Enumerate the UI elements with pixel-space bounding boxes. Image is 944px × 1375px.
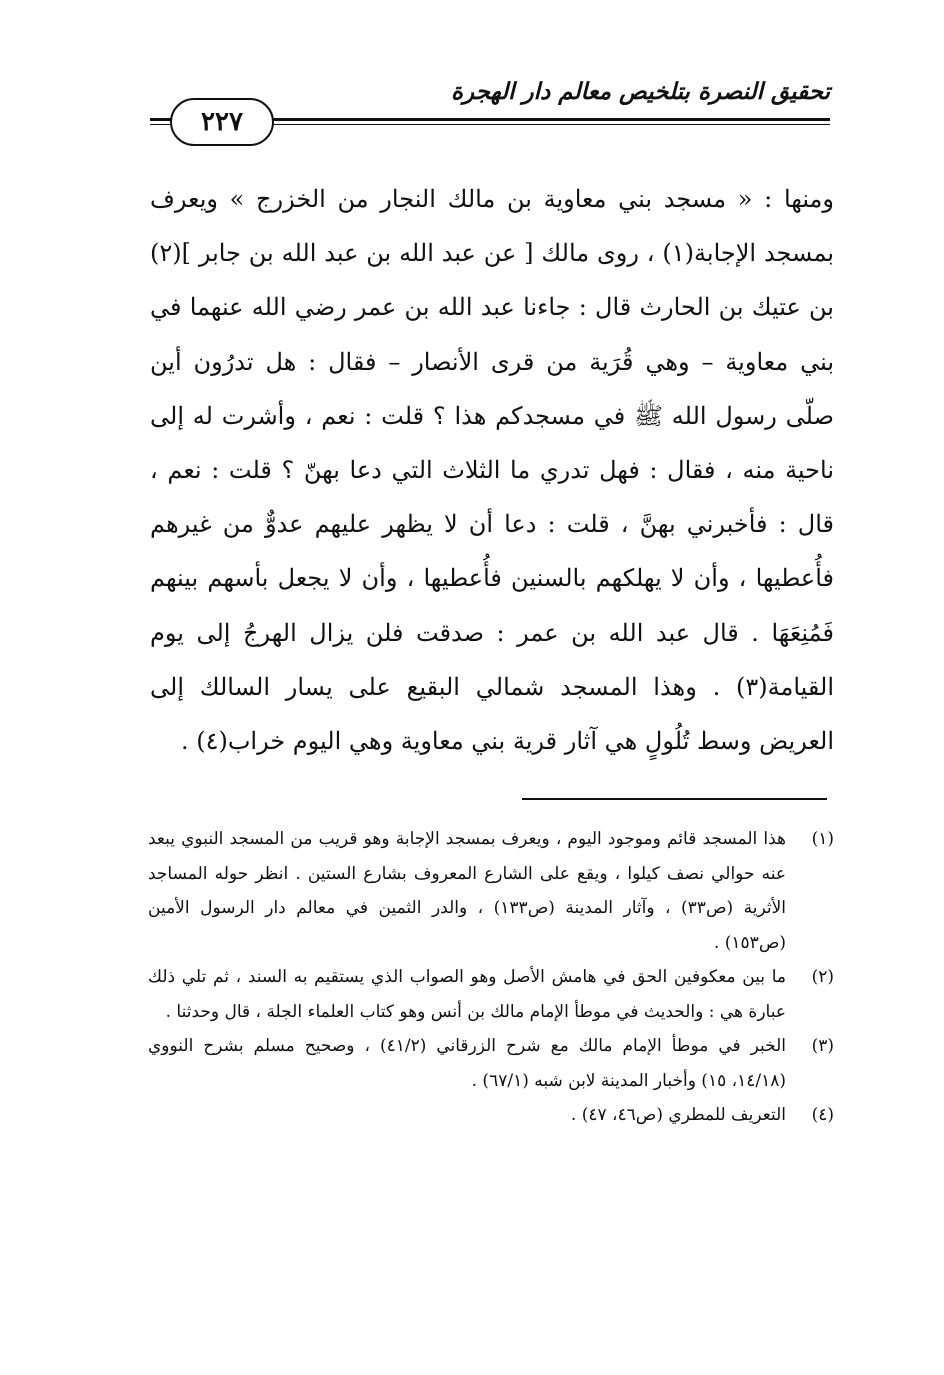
main-text	[150, 172, 834, 768]
footnotes	[148, 822, 834, 1133]
footnote-text: الخبر في موطأ الإمام مالك مع شرح الزرقاني (٤١/٢) ، وصحيح مسلم بشرح النووي (١٤/١٨، ١٥) وأخبار المدينة لابن شبه (٦٧/١) .	[148, 1036, 786, 1091]
footnote-1	[148, 822, 834, 960]
footnote-text: هذا المسجد قائم وموجود اليوم ، ويعرف بمسجد الإجابة وهو قريب من المسجد النبوي يبعد عنه حوالي نصف كيلوا ، ويقع على الشارع المعروف بشارع الستين . انظر حوله المساجد الأثرية (ص٣٣) ، وآثار المدينة (ص١٣٣) ، والدر الثمين في معالم دار الرسول الأمين (ص١٥٣) .	[148, 829, 786, 953]
footnote-number: (٣)	[811, 1036, 834, 1056]
footnote-number: (٤)	[811, 1105, 834, 1125]
footnote-divider	[522, 798, 827, 800]
page-header	[150, 60, 830, 140]
footnote-number: (١)	[811, 829, 834, 849]
footnote-2	[148, 960, 834, 1029]
running-title: تحقيق النصرة بتلخيص معالم دار الهجرة	[450, 78, 830, 105]
footnote-4	[148, 1098, 834, 1133]
page-number-badge: ٢٢٧	[170, 98, 274, 146]
footnote-3	[148, 1029, 834, 1098]
footnote-text: ما بين معكوفين الحق في هامش الأصل وهو الصواب الذي يستقيم به السند ، ثم تلي ذلك عبارة هي : والحديث في موطأ الإمام مالك بن أنس وهو كتاب العلماء الجلة ، قال وحدثنا .	[148, 967, 786, 1022]
body-paragraph: ومنها : « مسجد بني معاوية بن مالك النجار من الخزرج » ويعرف بمسجد الإجابة(١) ، روى مالك [ عن عبد الله بن عبد الله بن جابر ](٢) بن عتيك بن الحارث قال : جاءنا عبد الله بن عمر رضي الله عنهما في بني معاوية – وهي قُرَية من قرى الأنصار – فقال : هل تدرُون أين صلّى رسول الله ﷺ في مسجدكم هذا ؟ قلت : نعم ، وأشرت له إلى ناحية منه ، فقال : فهل تدري ما الثلاث التي دعا بهنّ ؟ قلت : نعم ، قال : فأخبرني بهنَّ ، قلت : دعا أن لا يظهر عليهم عدوٌّ من غيرهم فأُعطيها ، وأن لا يهلكهم بالسنين فأُعطيها ، وأن لا يجعل بأسهم بينهم فَمُنِعَهَا . قال عبد الله بن عمر : صدقت فلن يزال الهرجُ إلى يوم القيامة(٣) . وهذا المسجد شمالي البقيع على يسار السالك إلى العريض وسط تُلُولٍ هي آثار قرية بني معاوية وهي اليوم خراب(٤) .	[150, 185, 834, 756]
footnote-number: (٢)	[811, 967, 834, 987]
footnote-text: التعريف للمطري (ص٤٦، ٤٧) .	[570, 1105, 786, 1125]
